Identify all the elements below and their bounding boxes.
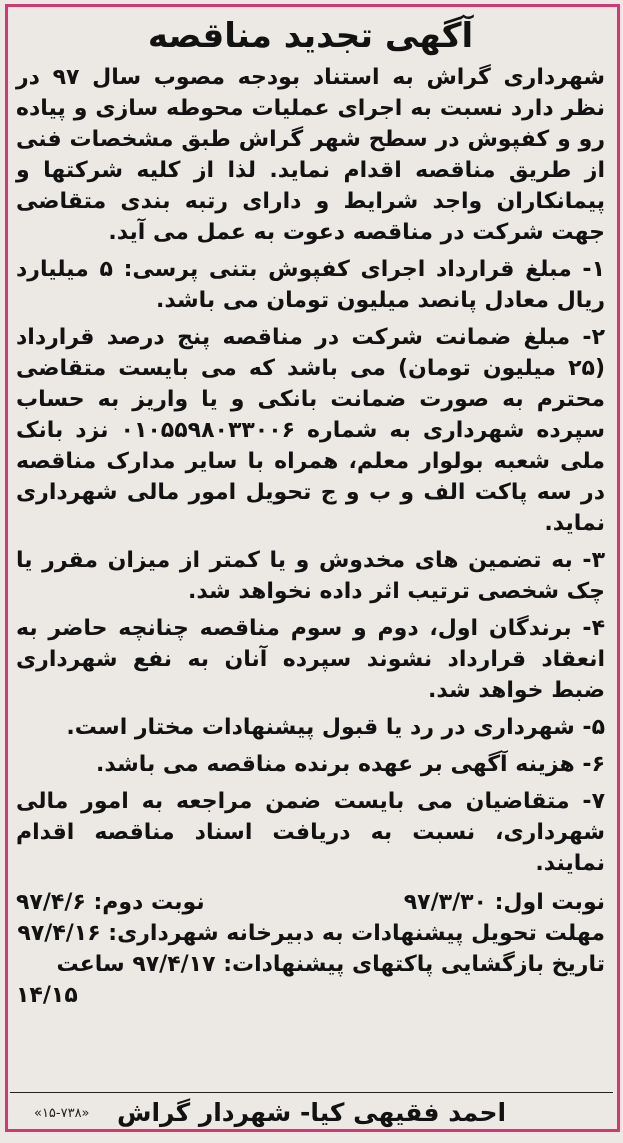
ad-intro: شهرداری گراش به استناد بودجه مصوب سال ۹۷ در نظر دارد نسبت به اجرای عملیات محوطه سازی و پیاده رو و کفپوش در سطح شهر گراش طبق مشخصات فنی از طریق مناقصه اقدام نماید. لذا از کلیه شرکتها و پیمانکاران واجد شرایط و دارای رتبه بندی متقاضی جهت شرکت در مناقصه دعوت به عمل می آید. [16, 65, 605, 245]
first-notice-date: نوبت اول: ۹۷/۳/۳۰ [403, 890, 605, 915]
second-notice-date: نوبت دوم: ۹۷/۴/۶ [16, 890, 205, 915]
signature: احمد فقیهی کیا- شهردار گراش [116, 1098, 507, 1127]
condition-item-3: ۳- به تضمین های مخدوش و یا کمتر از میزان مقرر یا چک شخصی ترتیب اثر داده نخواهد شد. [16, 548, 605, 604]
notice-dates [16, 887, 605, 918]
condition-item-4: ۴- برندگان اول، دوم و سوم مناقصه چنانچه حاضر به انعقاد قرارداد نشوند سپرده آنان به نفع شهرداری ضبط خواهد شد. [16, 616, 605, 703]
condition-item-1: ۱- مبلغ قرارداد اجرای کفپوش بتنی پرسی: ۵ میلیارد ریال معادل پانصد میلیون تومان می باشد. [16, 257, 605, 313]
tender-ad [16, 14, 605, 1011]
condition-item-7: ۷- متقاضیان می بایست ضمن مراجعه به امور مالی شهرداری، نسبت به دریافت اسناد مناقصه اقدام نمایند. [16, 789, 605, 876]
opening-date: تاریخ بازگشایی پاکتهای پیشنهادات: ۹۷/۴/۱۷ ساعت [56, 952, 605, 977]
ad-code: «۱۵-۷۳۸» [34, 1106, 90, 1121]
opening-time: ۱۴/۱۵ [16, 983, 78, 1008]
condition-item-5: ۵- شهرداری در رد یا قبول پیشنهادات مختار است. [66, 715, 605, 740]
ad-title: آگهی تجدید مناقصه [147, 16, 474, 56]
condition-item-2: ۲- مبلغ ضمانت شرکت در مناقصه پنج درصد قرارداد (۲۵ میلیون تومان) می باشد که می بایست متقاضی محترم به صورت ضمانت بانکی و یا واریز به حساب سپرده شهرداری به شماره ۰۱۰۵۵۹۸۰۳۳۰۰۶ نزد بانک ملی شعبه بولوار معلم، همراه با سایر مدارک مناقصه در سه پاکت الف و ب و ج تحویل امور مالی شهرداری نماید. [16, 325, 605, 536]
signature-divider [10, 1092, 613, 1093]
condition-item-6: ۶- هزینه آگهی بر عهده برنده مناقصه می باشد. [96, 752, 605, 777]
submission-deadline: مهلت تحویل پیشنهادات به دبیرخانه شهرداری: ۹۷/۴/۱۶ [17, 921, 605, 946]
